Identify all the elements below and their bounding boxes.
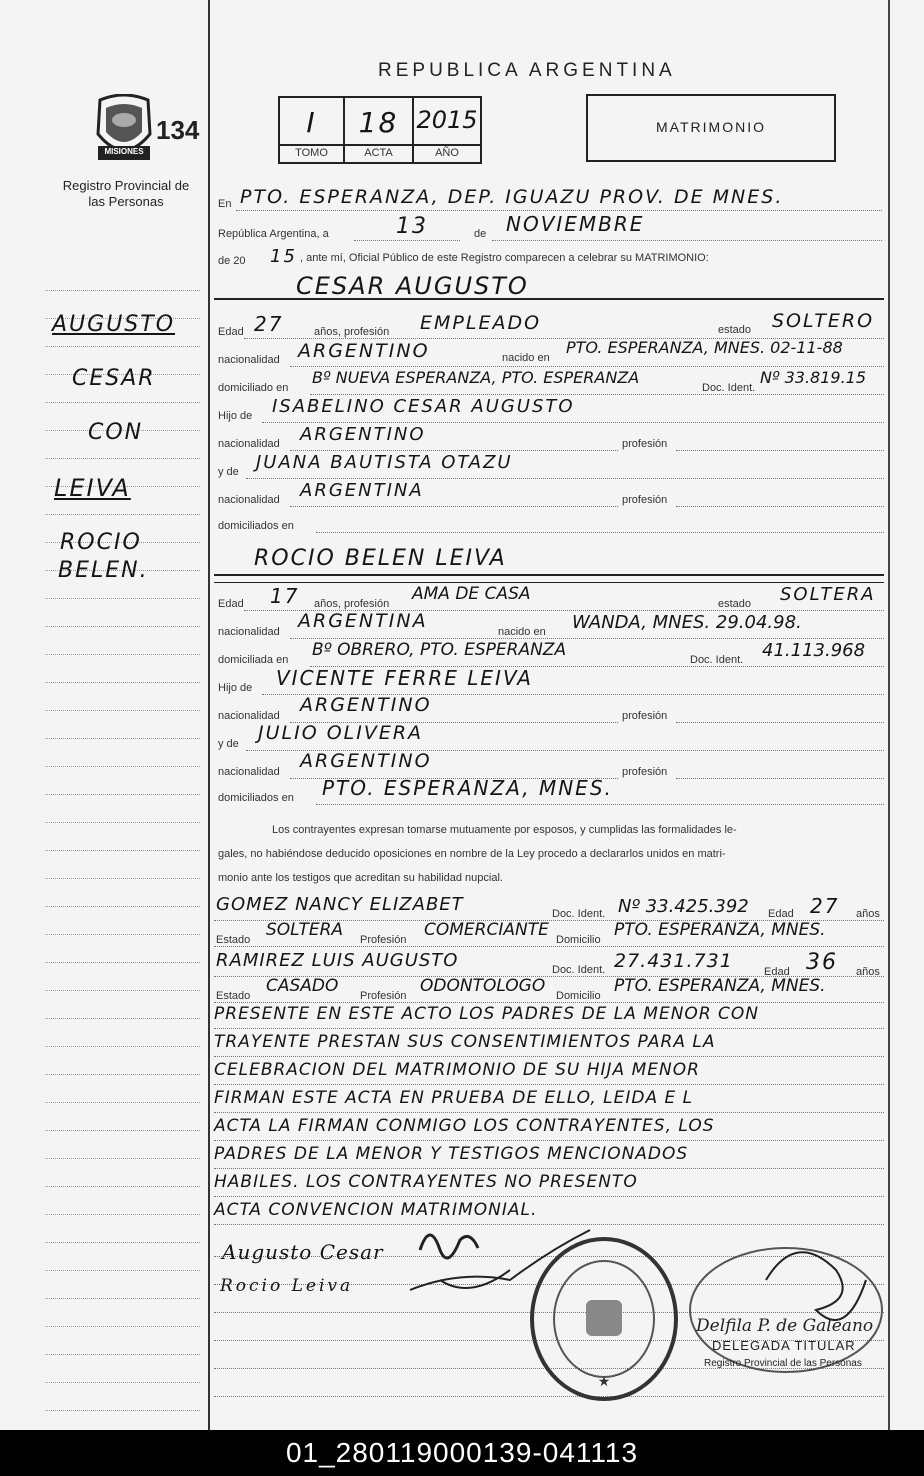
bride-prof-label: años, profesión (314, 598, 390, 610)
witness2-doc-label: Doc. Ident. (552, 964, 606, 976)
note-line: ACTA CONVENCION MATRIMONIAL. (214, 1200, 538, 1220)
act-reference-box (278, 96, 482, 164)
place: PTO. ESPERANZA, DEP. IGUAZU PROV. DE MNES. (240, 186, 784, 208)
margin-line (45, 346, 200, 347)
groom-prof-label: años, profesión (314, 326, 390, 338)
bride-doc-label: Doc. Ident. (690, 654, 744, 666)
margin-line (45, 598, 200, 599)
margin-line (45, 1046, 200, 1047)
groom-profession: EMPLEADO (420, 312, 542, 334)
groom-birth: PTO. ESPERANZA, MNES. 02-11-88 (566, 338, 843, 357)
witness1-profession: COMERCIANTE (424, 920, 549, 940)
margin-line (45, 906, 200, 907)
seal-label: MISIONES (104, 147, 144, 156)
year-suffix: 15 (270, 246, 297, 267)
bride-mother: JULIO OLIVERA (258, 722, 424, 744)
act-type: MATRIMONIO (656, 119, 766, 135)
bride-father-nationality: ARGENTINO (300, 694, 432, 716)
bride-hijo-label: Hijo de (218, 682, 253, 694)
act-type-box (586, 94, 836, 162)
witness1-edad-label: Edad (768, 908, 794, 920)
groom-mother-nationality: ARGENTINA (300, 480, 424, 501)
margin-line (45, 1158, 200, 1159)
groom-mother: JUANA BAUTISTA OTAZU (256, 452, 513, 473)
witness2-address: PTO. ESPERANZA, MNES. (614, 976, 826, 996)
margin-line (45, 878, 200, 879)
witness2-marital: CASADO (266, 976, 339, 996)
groom-full-name: CESAR AUGUSTO (296, 272, 529, 300)
province-seal-icon (92, 94, 156, 164)
svg-text:★: ★ (597, 1373, 611, 1389)
margin-line (45, 710, 200, 711)
groom-father-prof-label: profesión (622, 438, 668, 450)
folio-number: 134 (156, 115, 200, 145)
tomo-value: I (306, 106, 317, 139)
margin-line (45, 1326, 200, 1327)
groom-marital: SOLTERO (772, 310, 875, 332)
declaration-line-2: gales, no habiéndose deducido oposiciones en nombre de la Ley procedo a declararlos unidos en matri- (218, 848, 726, 860)
note-line: PADRES DE LA MENOR Y TESTIGOS MENCIONADOS (214, 1144, 689, 1164)
margin-line (45, 1298, 200, 1299)
bride-dom-label: domiciliada en (218, 654, 289, 666)
groom-mother-nac-label: nacionalidad (218, 494, 280, 506)
groom-signature: Augusto Cesar (222, 1240, 384, 1264)
groom-doc: Nº 33.819.15 (760, 368, 867, 387)
republica-label: República Argentina, a (218, 228, 329, 240)
margin-name-6: BELEN. (58, 558, 149, 583)
witness1-prof-label: Profesión (360, 934, 407, 946)
acta-value: 18 (358, 106, 399, 139)
margin-line (45, 738, 200, 739)
margin-line (45, 1242, 200, 1243)
margin-line (45, 794, 200, 795)
ano-label: AÑO (435, 147, 459, 159)
bride-edad-label: Edad (218, 598, 244, 610)
de-label: de (474, 228, 487, 240)
groom-doms-label: domiciliados en (218, 520, 294, 532)
margin-line (45, 654, 200, 655)
witness2-dom-label: Domicilio (556, 990, 601, 1002)
note-line: PRESENTE EN ESTE ACTO LOS PADRES DE LA MENOR CON (214, 1004, 760, 1024)
margin-line (45, 1214, 200, 1215)
officer-name: Delfila P. de Galeano (696, 1316, 874, 1336)
en-label: En (218, 198, 232, 210)
margin-line (45, 1410, 200, 1411)
note-line: HABILES. LOS CONTRAYENTES NO PRESENTO (214, 1172, 638, 1192)
margin-line (45, 934, 200, 935)
month: NOVIEMBRE (506, 212, 645, 236)
groom-doc-label: Doc. Ident. (702, 382, 756, 394)
margin-line (45, 458, 200, 459)
bride-nationality: ARGENTINA (298, 610, 428, 632)
witness1-doc-label: Doc. Ident. (552, 908, 606, 920)
witness1-doc: Nº 33.425.392 (618, 896, 749, 917)
groom-father-nac-label: nacionalidad (218, 438, 280, 450)
margin-line (45, 1270, 200, 1271)
witness1-name: GOMEZ NANCY ELIZABET (216, 894, 464, 915)
margin-line (45, 766, 200, 767)
officer-title: DELEGADA TITULAR (712, 1338, 856, 1353)
witness2-name: RAMIREZ LUIS AUGUSTO (216, 950, 459, 971)
statement: , ante mí, Oficial Público de este Registro comparecen a celebrar su MATRIMONIO: (300, 252, 709, 264)
declaration-line-1: Los contrayentes expresan tomarse mutuamente por esposos, y cumplidas las formalidades le- (272, 824, 737, 836)
witness2-doc: 27.431.731 (614, 950, 733, 972)
margin-line (45, 990, 200, 991)
margin-name-2: CESAR (72, 366, 156, 391)
margin-name-3: CON (88, 420, 144, 445)
registry-name: Registro Provincial de las Personas (62, 178, 190, 209)
bride-father-prof-label: profesión (622, 710, 668, 722)
margin-line (45, 962, 200, 963)
margin-line (45, 290, 200, 291)
margin-line (45, 626, 200, 627)
witness1-address: PTO. ESPERANZA, MNES. (614, 920, 826, 940)
groom-mother-prof-label: profesión (622, 494, 668, 506)
groom-nacido-label: nacido en (502, 352, 550, 364)
bride-doms-label: domiciliados en (218, 792, 294, 804)
groom-yde-label: y de (218, 466, 239, 478)
note-line: ACTA LA FIRMAN CONMIGO LOS CONTRAYENTES, LOS (214, 1116, 715, 1136)
witness2-edad-label: Edad (764, 966, 790, 978)
bride-age: 17 (270, 584, 300, 608)
margin-name-4: LEIVA (54, 474, 131, 502)
bride-doc: 41.113.968 (762, 640, 866, 661)
tomo-label: TOMO (295, 147, 328, 159)
note-line: FIRMAN ESTE ACTA EN PRUEBA DE ELLO, LEIDA E L (214, 1088, 694, 1108)
witness2-profession: ODONTOLOGO (420, 976, 546, 996)
groom-estado-label: estado (718, 324, 752, 336)
year-label: de 20 (218, 255, 246, 267)
bride-parents-address: PTO. ESPERANZA, MNES. (322, 776, 613, 800)
bride-mother-nac-label: nacionalidad (218, 766, 280, 778)
declaration-line-3: monio ante los testigos que acreditan su habilidad nupcial. (218, 872, 503, 884)
note-line: CELEBRACION DEL MATRIMONIO DE SU HIJA MENOR (214, 1060, 700, 1080)
footer-id: 01_280119000139-041113 (0, 1430, 924, 1476)
witness2-estado-label: Estado (216, 990, 251, 1002)
groom-edad-label: Edad (218, 326, 244, 338)
groom-father-nationality: ARGENTINO (300, 424, 426, 445)
bride-yde-label: y de (218, 738, 239, 750)
groom-nationality: ARGENTINO (298, 340, 430, 362)
margin-separator (208, 0, 210, 1430)
groom-nac-label: nacionalidad (218, 354, 280, 366)
witness2-prof-label: Profesión (360, 990, 407, 1002)
witness1-dom-label: Domicilio (556, 934, 601, 946)
margin-line (45, 1186, 200, 1187)
bride-nac-label: nacionalidad (218, 626, 280, 638)
margin-line (45, 822, 200, 823)
witness2-anos-label: años (856, 966, 880, 978)
acta-label: ACTA (364, 147, 393, 159)
margin-line (45, 1130, 200, 1131)
margin-line (45, 1102, 200, 1103)
page-edge (888, 0, 890, 1430)
margin-name-5: ROCIO (60, 530, 142, 555)
witness1-anos-label: años (856, 908, 880, 920)
witness2-age: 36 (806, 950, 838, 975)
country-title: REPUBLICA ARGENTINA (378, 60, 676, 81)
bride-profession: AMA DE CASA (412, 584, 531, 604)
note-line: TRAYENTE PRESTAN SUS CONSENTIMIENTOS PARA LA (214, 1032, 716, 1052)
day: 13 (396, 214, 428, 239)
margin-line (45, 1018, 200, 1019)
bride-nacido-label: nacido en (498, 626, 546, 638)
margin-line (45, 1382, 200, 1383)
margin-name-1: AUGUSTO (52, 312, 176, 337)
bride-estado-label: estado (718, 598, 752, 610)
groom-age: 27 (254, 312, 284, 336)
witness1-age: 27 (810, 894, 840, 918)
margin-line (45, 514, 200, 515)
bride-mother-prof-label: profesión (622, 766, 668, 778)
bride-father-nac-label: nacionalidad (218, 710, 280, 722)
margin-line (45, 1354, 200, 1355)
margin-line (45, 402, 200, 403)
ano-value: 2015 (416, 106, 478, 134)
bride-birth: WANDA, MNES. 29.04.98. (572, 612, 802, 633)
bride-address: Bº OBRERO, PTO. ESPERANZA (312, 640, 567, 660)
official-seal-icon (528, 1236, 680, 1402)
groom-address: Bº NUEVA ESPERANZA, PTO. ESPERANZA (312, 368, 640, 387)
margin-line (45, 682, 200, 683)
bride-full-name: ROCIO BELEN LEIVA (254, 546, 507, 571)
margin-line (45, 850, 200, 851)
groom-father: ISABELINO CESAR AUGUSTO (272, 396, 575, 417)
witness1-marital: SOLTERA (266, 920, 344, 940)
groom-hijo-label: Hijo de (218, 410, 253, 422)
groom-dom-label: domiciliado en (218, 382, 289, 394)
margin-line (45, 1074, 200, 1075)
officer-org: Registro Provincial de las Personas (704, 1358, 862, 1369)
witness1-estado-label: Estado (216, 934, 251, 946)
bride-mother-nationality: ARGENTINO (300, 750, 432, 772)
bride-signature: Rocio Leiva (220, 1276, 354, 1296)
bride-father: VICENTE FERRE LEIVA (276, 666, 533, 690)
bride-marital: SOLTERA (780, 584, 876, 605)
